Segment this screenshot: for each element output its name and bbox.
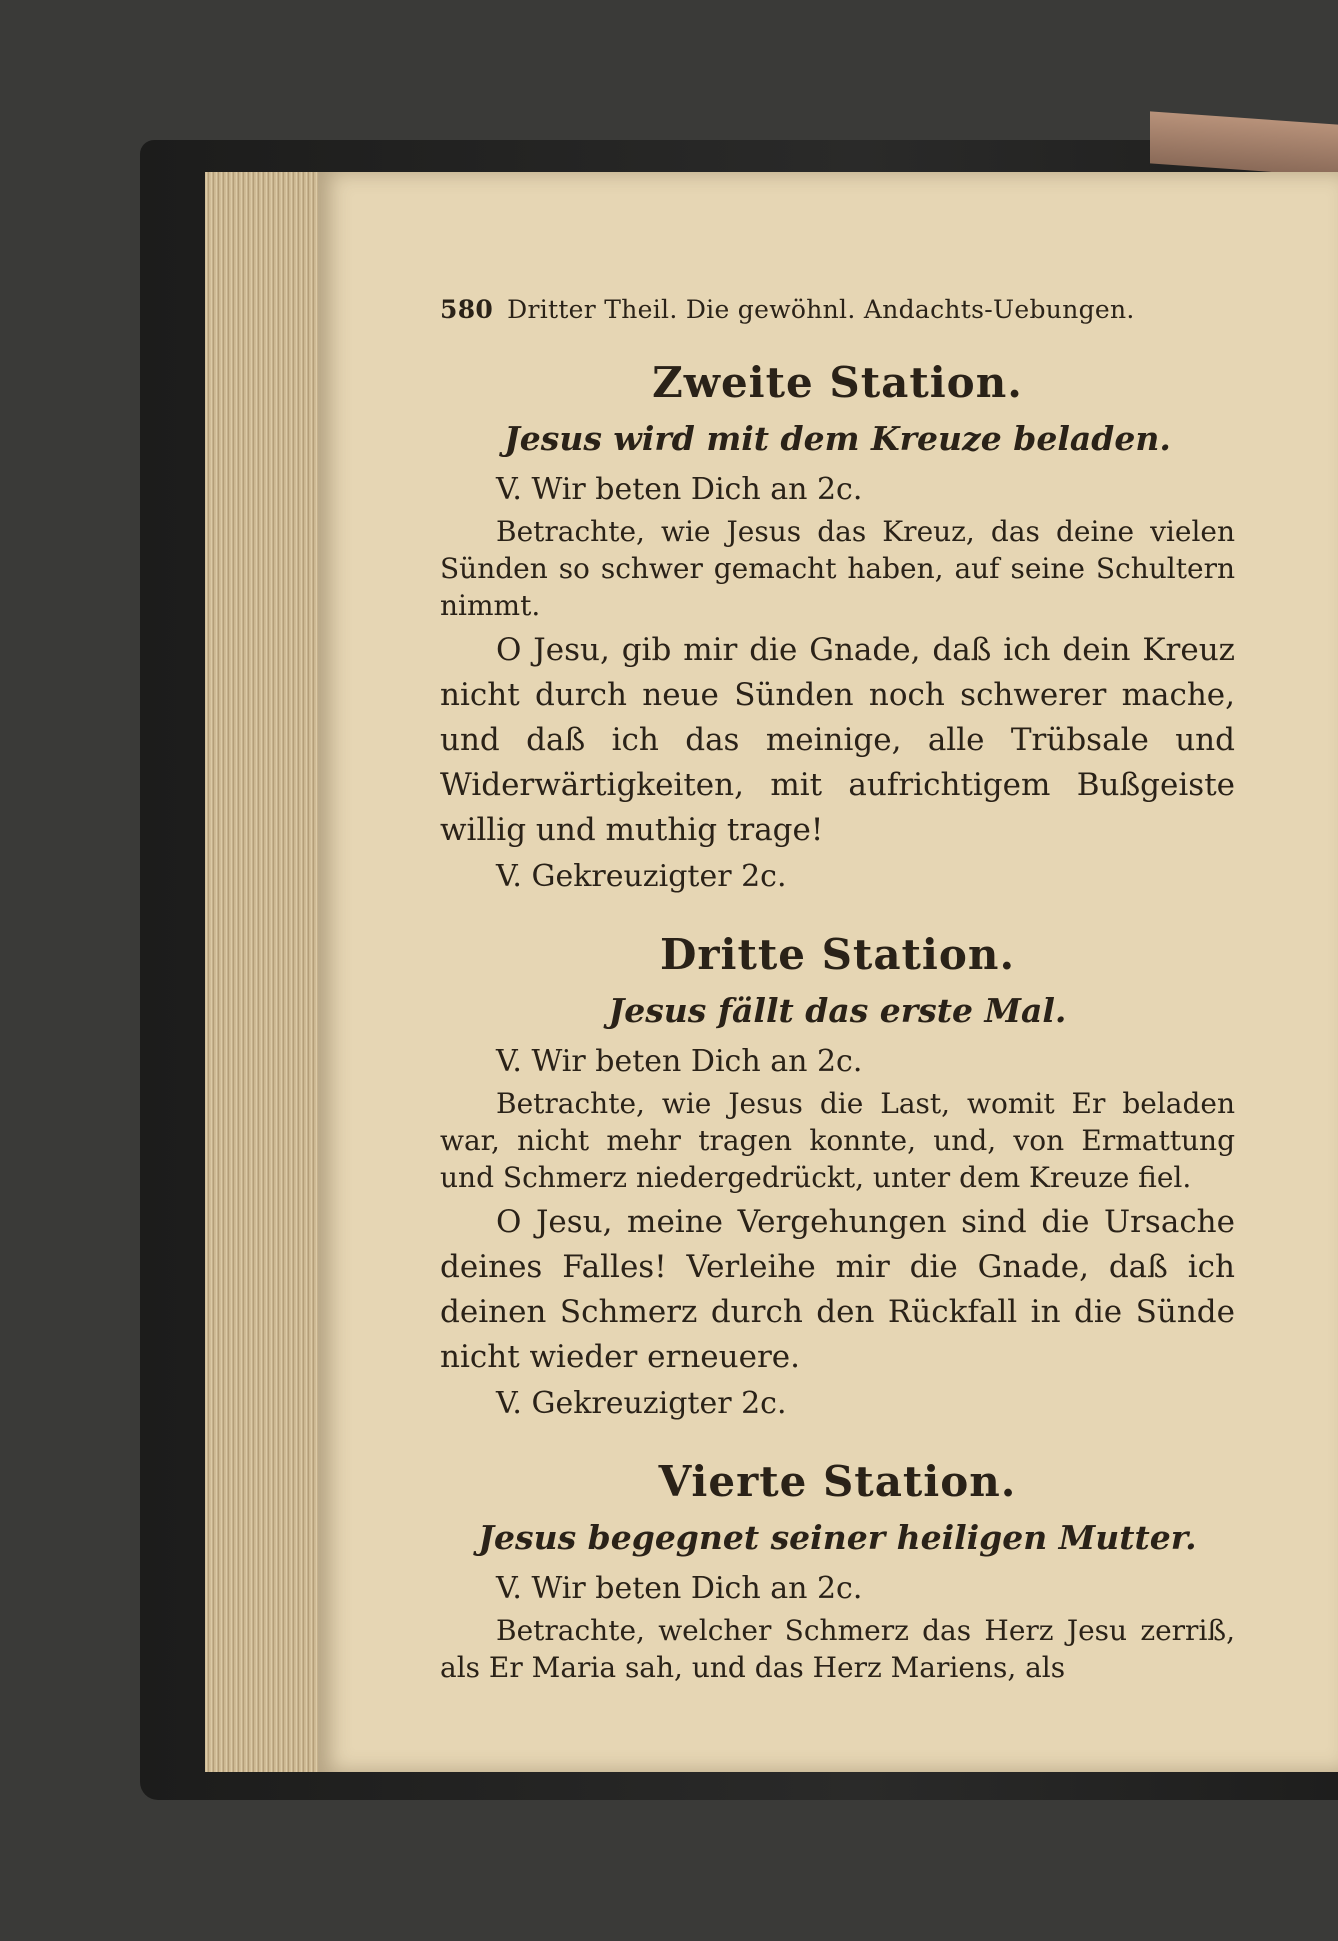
versicle: V. Wir beten Dich an 2c. xyxy=(496,472,863,507)
meditation-text: Betrachte, wie Jesus das Kreuz, das deine vielen Sünden so schwer gemacht haben, auf seine Schultern nimmt. xyxy=(440,515,1235,622)
prayer-text: O Jesu, meine Vergehungen sind die Ursache deines Falles! Verleihe mir die Gnade, daß ich deinen Schmerz durch den Rückfall in die Sünde nicht wieder erneuere. xyxy=(440,1204,1235,1375)
meditation-text: Betrachte, welcher Schmerz das Herz Jesu zerriß, als Er Maria sah, und das Herz Mariens, als xyxy=(440,1614,1235,1684)
page-number: 580 xyxy=(440,295,494,324)
station-subtitle: Jesus begegnet seiner heiligen Mutter. xyxy=(478,1518,1197,1557)
station-subtitle: Jesus wird mit dem Kreuze beladen. xyxy=(504,419,1171,458)
meditation-text: Betrachte, wie Jesus die Last, womit Er beladen war, nicht mehr tragen konnte, und, von Ermattung und Schmerz niedergedrückt, unter dem Kreuze fiel. xyxy=(440,1087,1235,1194)
station-2 xyxy=(440,358,1235,894)
versicle: V. Wir beten Dich an 2c. xyxy=(496,1044,863,1079)
prayer-text: O Jesu, gib mir die Gnade, daß ich dein Kreuz nicht durch neue Sünden noch schwerer mache, und daß ich das meinige, alle Trübsale und Widerwärtigkeiten, mit aufrichtigem Bußgeiste willig und muthig trage! xyxy=(440,632,1235,848)
station-title: Zweite Station. xyxy=(652,358,1023,407)
station-title: Dritte Station. xyxy=(659,930,1016,979)
page-text xyxy=(440,295,1235,1686)
running-head xyxy=(440,295,1235,324)
page-edges xyxy=(205,172,325,1772)
running-head-text: Dritter Theil. Die gewöhnl. Andachts-Uebungen. xyxy=(507,295,1135,324)
versicle: V. Gekreuzigter 2c. xyxy=(496,859,787,894)
versicle: V. Wir beten Dich an 2c. xyxy=(496,1571,863,1606)
station-subtitle: Jesus fällt das erste Mal. xyxy=(608,991,1067,1030)
station-title: Vierte Station. xyxy=(658,1457,1017,1506)
station-4 xyxy=(440,1457,1235,1686)
station-3 xyxy=(440,930,1235,1421)
versicle: V. Gekreuzigter 2c. xyxy=(496,1386,787,1421)
